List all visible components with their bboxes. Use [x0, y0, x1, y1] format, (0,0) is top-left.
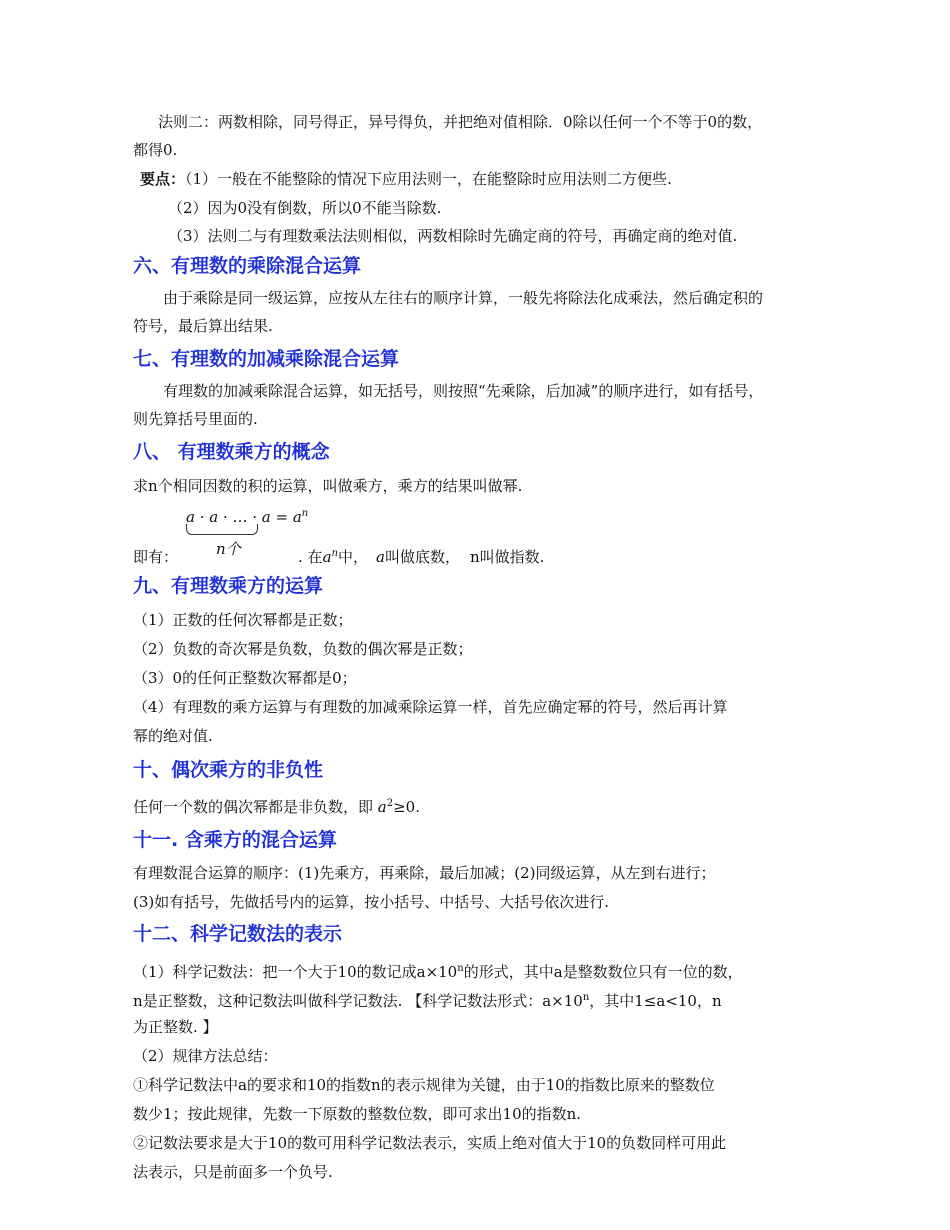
s10-rest: ≥0. [393, 798, 420, 816]
keypoints-line1 [140, 165, 830, 193]
s12-p1b-exp: n [582, 992, 590, 1003]
s9-p3: （3）0的任何正整数次幂都是0； [133, 669, 357, 687]
s10-base: a [377, 798, 387, 816]
section-10-title: 十、偶次乘方的非负性 [133, 759, 324, 781]
s7-line1: 有理数的加减乘除混合运算，如无括号，则按照“先乘除，后加减”的顺序进行，如有括号， [163, 382, 764, 400]
section-12-title: 十二、科学记数法的表示 [133, 923, 343, 945]
s12-p1b-pre: n是正整数，这种记数法叫做科学记数法. 【科学记数法形式：a×10 [133, 992, 583, 1010]
s12-p1c: 为正整数. 】 [133, 1018, 218, 1036]
s12-c2b: 法表示，只是前面多一个负号. [133, 1163, 333, 1181]
s12-p1a [133, 955, 823, 986]
s12-p1b [133, 984, 823, 1015]
s8-line1: 求n个相同因数的积的运算，叫做乘方，乘方的结果叫做幂. [133, 477, 523, 495]
s8-n-symbol: n [331, 548, 338, 559]
s8-mid1: . 在 [298, 548, 323, 566]
formula-exp: n [301, 508, 309, 519]
formula-lhs: a · a · … · a = a [186, 508, 302, 526]
s9-p4a: （4）有理数的乘方运算与有理数的加减乘除运算一样，首先应确定幂的符号，然后再计算 [133, 698, 728, 716]
keypoints-p3: （3）法则二与有理数乘法法则相似，两数相除时先确定商的符号，再确定商的绝对值. [168, 227, 738, 245]
keypoints-label: 要点： [140, 170, 186, 188]
section-8-title: 八、 有理数乘方的概念 [133, 441, 330, 463]
s11-line1: 有理数混合运算的顺序：(1)先乘方，再乘除，最后加减；(2)同级运算，从左到右进行； [133, 864, 716, 882]
s9-p4b: 幂的绝对值. [133, 727, 213, 745]
s12-c1a: ①科学记数法中a的要求和10的指数n的表示规律为关键，由于10的指数比原来的整数位 [133, 1076, 715, 1094]
s12-p1b-post: ，其中1≤a<10，n [589, 992, 722, 1010]
section-6-title: 六、有理数的乘除混合运算 [133, 255, 362, 277]
s12-p1a-post: 的形式，其中a是整数数位只有一位的数， [463, 963, 743, 981]
s12-p1a-pre: （1）科学记数法：把一个大于10的数记成a×10 [133, 963, 458, 981]
underbrace [186, 524, 258, 535]
s8-a-base: a [375, 548, 385, 566]
keypoints-p2: （2）因为0没有倒数，所以0不能当除数. [168, 199, 442, 217]
s6-line1: 由于乘除是同一级运算，应按从左往右的顺序计算，一般先将除法化成乘法，然后确定积的 [163, 289, 764, 307]
s10-exp: 2 [386, 798, 394, 809]
formula-under-label: n个 [216, 540, 241, 558]
section-9-title: 九、有理数乘方的运算 [133, 575, 324, 597]
s12-p2: （2）规律方法总结： [133, 1047, 278, 1065]
s9-p1: （1）正数的任何次幂都是正数； [133, 611, 353, 629]
s8-prefix: 即有： [133, 548, 179, 566]
s10-text: 任何一个数的偶次幂都是非负数，即 [133, 798, 378, 816]
s6-line2: 符号，最后算出结果. [133, 317, 273, 335]
section-11-title: 十一. 含乘方的混合运算 [133, 829, 337, 851]
s8-mid2: 中， [337, 548, 368, 566]
s8-line2 [133, 540, 823, 571]
s9-p2: （2）负数的奇次幂是负数，负数的偶次幂是正数； [133, 640, 473, 658]
s8-a-symbol: a [322, 548, 332, 566]
s7-line2: 则先算括号里面的. [133, 410, 258, 428]
power-formula [186, 508, 309, 558]
s11-line2: (3)如有括号，先做括号内的运算，按小括号、中括号、大括号依次进行. [133, 893, 610, 911]
keypoints-p1: （1）一般在不能整除的情况下应用法则一，在能整除时应用法则二方便些. [185, 170, 672, 188]
s12-p1a-exp: n [457, 963, 464, 974]
s8-end: n叫做指数. [469, 548, 545, 566]
rule2-line1: 法则二：两数相除，同号得正，异号得负，并把绝对值相除．0除以任何一个不等于0的数， [158, 113, 763, 131]
section-7-title: 七、有理数的加减乘除混合运算 [133, 348, 400, 370]
rule2-line2: 都得0. [133, 141, 178, 159]
s12-c1b: 数少1；按此规律，先数一下原数的整数位数，即可求出10的指数n. [133, 1105, 582, 1123]
s10-line1 [133, 790, 823, 821]
s12-c2a: ②记数法要求是大于10的数可用科学记数法表示，实质上绝对值大于10的负数同样可用此 [133, 1134, 727, 1152]
s8-mid3: 叫做底数， [384, 548, 460, 566]
